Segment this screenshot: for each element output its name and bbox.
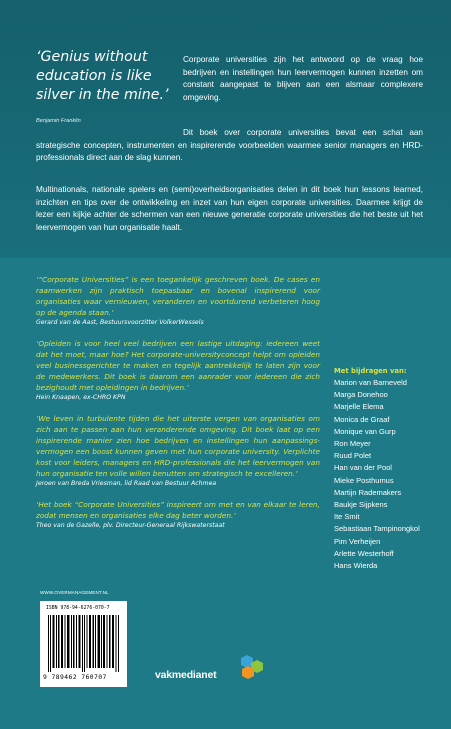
testimonial xyxy=(36,338,320,403)
contributor-name: Ite Smit xyxy=(334,512,360,522)
testimonial-text: ‘Opleiden is voor heel veel bedrijven een lastige uitdaging: iedereen weet dat het moet, maar hoe? Het corporate-universityconcept helpt om opleiden veel businessgerichter te maken en tegelijk aantrekkelijk te laten zijn voor de medewerkers. Dit boek is daarom een aanrader voor iedereen die zich bezighoudt met opleidingen in bedrijven.’ xyxy=(36,339,320,392)
testimonial-author: Theo van de Gazelle, plv. Directeur-Generaal Rijkswaterstaat xyxy=(36,522,225,529)
contributor-name: Monica de Graaf xyxy=(334,414,390,424)
contributor-name: Monique van Gurp xyxy=(334,426,396,436)
contributor-name: Ron Meyer xyxy=(334,439,371,449)
testimonial-author: Hein Knaapen, ex-CHRO KPN xyxy=(36,394,126,401)
barcode xyxy=(40,601,127,687)
barcode-number: 9 789462 760707 xyxy=(43,673,107,681)
isbn-label: ISBN 978-94-6276-070-7 xyxy=(46,606,110,611)
contributors-title: Met bijdragen van: xyxy=(334,367,407,375)
contributor-name: Mieke Posthumus xyxy=(334,475,394,485)
testimonial xyxy=(36,274,320,328)
contributor-name: Martijn Rademakers xyxy=(334,487,402,497)
testimonial-text: ‘Het boek “Corporate Universities” inspireert om met en van elkaar te leren, zodat mensen en organisaties elke dag beter worden.’ xyxy=(36,500,320,520)
epigraph-author: Benjamin Franklin xyxy=(36,118,81,124)
barcode-bars-icon xyxy=(48,615,120,672)
testimonial xyxy=(36,499,320,531)
website-url: WWW.OVERMANAGEMENT.NL xyxy=(40,590,109,595)
testimonial xyxy=(36,413,320,489)
epigraph-quote: ‘Genius without education is like silver in the mine.’ xyxy=(36,49,169,103)
intro-paragraph-3: Multinationals, nationale spelers en (semi)overheidsorganisaties delen in dit boek hun lessons learned, inzichten en tips over de ontwikkeling en inzet van hun eigen corporate universities. Daarmee krijgt de lezer een kijkje achter de schermen van een nieuwe generatie corporate universities die het beste uit het leervermogen van hun organisatie haalt. xyxy=(36,185,423,232)
intro-paragraph-1: Corporate universities zijn het antwoord op de vraag hoe bedrijven en instellingen hun leervermogen kunnen inzetten om constant aangepast te blijven aan een alsmaar complexere omgeving. xyxy=(183,55,423,102)
testimonial-author: Gerard van de Aast, Bestuursvoorzitter VolkerWessels xyxy=(36,319,204,326)
publisher-name: vakmedianet xyxy=(155,669,217,681)
contributors-list xyxy=(334,367,444,572)
contributor-name: Ruud Polet xyxy=(334,451,372,461)
contributor-name: Han van der Pool xyxy=(334,463,392,473)
contributor-name: Sebastiaan Tampinongkol xyxy=(334,524,420,534)
testimonial-text: ‘We leven in turbulente tijden die het uiterste vergen van organisaties om zich aan te passen aan hun veranderende omgeving. Dit boek laat op een inspirerende manier zien hoe bedrijven en instellingen hun aanpassings-vermogen een boost kunnen geven met hun corporate university. Verplichte kost voor leiders, managers en HRD-professionals die het leervermogen van hun organisatie ten volle willen benutten om strategisch te excelleren.’ xyxy=(36,414,320,478)
testimonial-text: ‘“Corporate Universities” is een toegankelijk geschreven boek. De cases en raamwerken zijn praktisch toepasbaar en bovenal inspirerend voor organisaties waar vernieuwen, veranderen en voortdurend verbeteren hoog op de agenda staan.’ xyxy=(36,275,320,317)
contributor-name: Baukje Sijpkens xyxy=(334,500,388,510)
publisher-logo xyxy=(155,665,216,683)
contributor-name: Marga Donehoo xyxy=(334,390,388,400)
testimonial-author: Jeroen van Breda Vriesman, lid Raad van Bestuur Achmea xyxy=(36,480,217,487)
intro-paragraph-2: Dit boek over corporate universities bevat een schat aan strategische concepten, instrumenten en inspirerende voorbeelden waarmee senior managers en HRD-professionals direct aan de slag kunnen. xyxy=(36,128,423,163)
contributor-name: Pim Verheijen xyxy=(334,536,381,546)
contributor-name: Arlette Westerhoff xyxy=(334,548,394,558)
testimonials xyxy=(36,274,320,541)
contributor-name: Marjelle Elema xyxy=(334,402,384,412)
contributor-name: Marion van Barneveld xyxy=(334,378,407,387)
publisher-mark-icon xyxy=(241,655,263,679)
contributor-name: Hans Wierda xyxy=(334,561,378,571)
